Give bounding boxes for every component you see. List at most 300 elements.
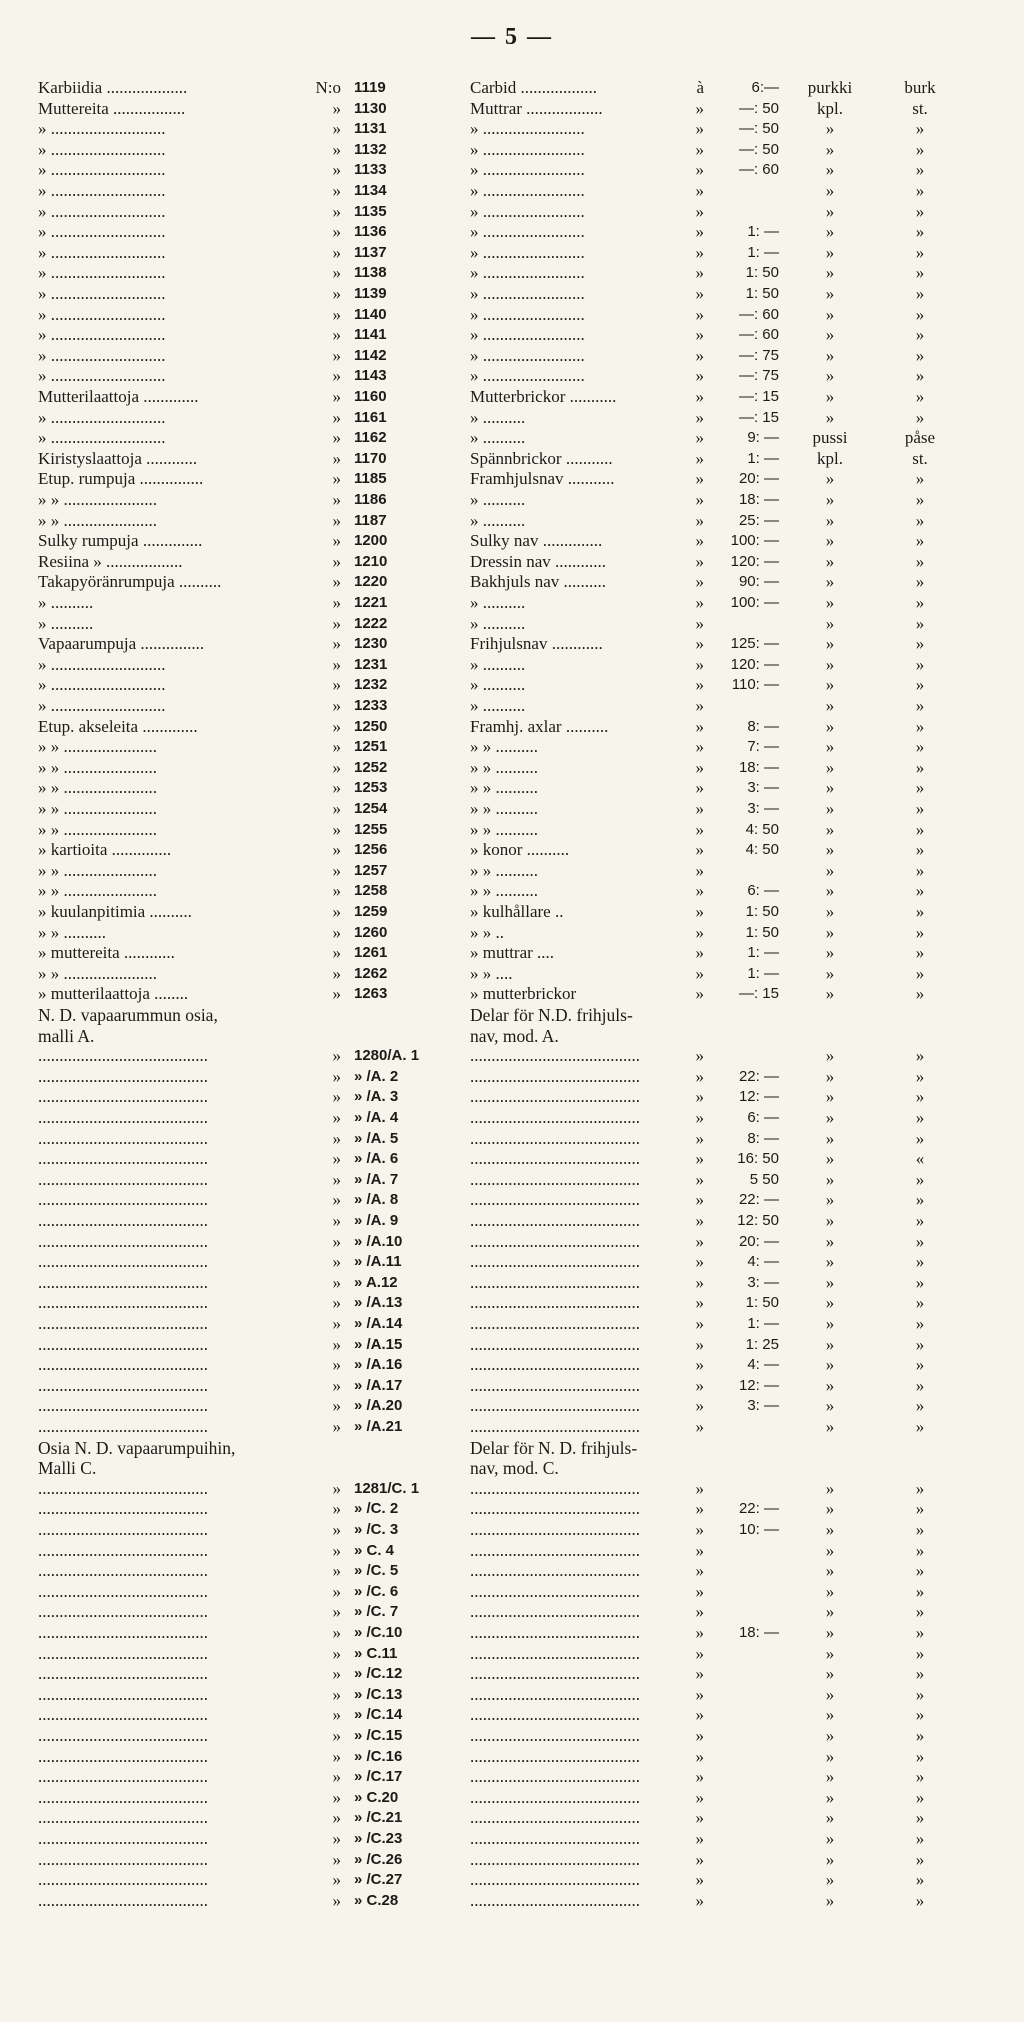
- unit-swedish: »: [915, 1581, 925, 1601]
- unit-swedish: »: [915, 1808, 925, 1828]
- swedish-description: ........................................: [470, 1561, 640, 1581]
- swedish-description: » » ..........: [470, 757, 538, 777]
- finnish-description: ........................................: [38, 1684, 208, 1704]
- swedish-ditto-mark: »: [695, 1046, 704, 1066]
- swedish-ditto-mark: »: [695, 799, 704, 818]
- finnish-ditto-mark: »: [332, 1581, 341, 1601]
- table-row: [0, 1170, 1024, 1191]
- swedish-ditto-mark: »: [695, 139, 704, 159]
- unit-swedish: »: [915, 160, 925, 180]
- part-number: 1281/C. 1: [354, 1479, 420, 1497]
- finnish-ditto-mark: »: [332, 448, 341, 468]
- finnish-ditto-mark: »: [332, 1334, 341, 1354]
- swedish-ditto-mark: »: [695, 696, 704, 715]
- finnish-ditto-mark: »: [332, 840, 341, 860]
- swedish-description: Sulky nav ..............: [470, 531, 603, 551]
- table-row: [0, 490, 1024, 511]
- finnish-ditto-mark: »: [332, 490, 341, 509]
- swedish-ditto-mark: »: [695, 263, 704, 283]
- part-number: » C.11: [354, 1644, 398, 1662]
- unit-swedish: »: [915, 757, 925, 777]
- unit-swedish: »: [915, 696, 925, 715]
- unit-finnish: »: [825, 1829, 835, 1848]
- unit-swedish: »: [915, 1375, 925, 1395]
- swedish-description: ........................................: [470, 1211, 640, 1230]
- finnish-ditto-mark: »: [332, 181, 341, 200]
- table-row: [0, 449, 1024, 470]
- swedish-description: » ........................: [470, 160, 585, 180]
- table-row: [0, 1376, 1024, 1397]
- price: 3: —: [747, 1397, 779, 1415]
- swedish-ditto-mark: »: [695, 1787, 704, 1807]
- price: 1: —: [747, 964, 779, 982]
- finnish-description: Osia N. D. vapaarumpuihin,: [38, 1437, 236, 1458]
- finnish-description: Vapaarumpuja ...............: [38, 634, 205, 654]
- finnish-description: » ...........................: [38, 304, 166, 324]
- swedish-ditto-mark: »: [695, 1684, 704, 1704]
- finnish-ditto-mark: »: [332, 160, 341, 180]
- unit-swedish: »: [915, 654, 925, 674]
- swedish-description: ........................................: [470, 1767, 640, 1787]
- swedish-description: ........................................: [470, 1890, 640, 1910]
- finnish-description: ........................................: [38, 1169, 208, 1189]
- table-row: [0, 160, 1024, 181]
- swedish-ditto-mark: »: [695, 1767, 704, 1787]
- finnish-description: ........................................: [38, 1602, 208, 1622]
- table-row: [0, 1788, 1024, 1809]
- unit-finnish: »: [825, 160, 835, 180]
- part-number: » C.28: [354, 1891, 399, 1909]
- swedish-ditto-mark: »: [695, 181, 704, 200]
- price: 1: 25: [745, 1335, 779, 1353]
- swedish-ditto-mark: »: [695, 1252, 704, 1272]
- unit-swedish: »: [915, 201, 925, 221]
- part-number: » /C.15: [354, 1727, 403, 1744]
- swedish-ditto-mark: »: [695, 1375, 704, 1395]
- unit-swedish: »: [915, 860, 925, 880]
- finnish-ditto-mark: »: [332, 1705, 341, 1725]
- finnish-ditto-mark: »: [332, 1870, 341, 1890]
- finnish-ditto-mark: »: [332, 1540, 341, 1560]
- unit-swedish: »: [915, 902, 925, 921]
- price: 125: —: [730, 635, 779, 653]
- swedish-description: ........................................: [470, 1149, 640, 1169]
- table-row: [0, 1396, 1024, 1417]
- finnish-ditto-mark: »: [332, 222, 341, 242]
- price: 18: —: [738, 1624, 779, 1641]
- unit-swedish: »: [915, 1726, 925, 1745]
- swedish-ditto-mark: »: [695, 325, 704, 345]
- price: 22: —: [738, 1500, 779, 1518]
- table-row: [0, 428, 1024, 449]
- finnish-description: » ...........................: [38, 160, 166, 180]
- unit-finnish: »: [825, 1149, 835, 1169]
- finnish-description: malli A.: [38, 1025, 95, 1046]
- swedish-description: ........................................: [470, 1169, 640, 1189]
- swedish-description: ........................................: [470, 1726, 640, 1745]
- unit-finnish: »: [825, 819, 835, 839]
- finnish-description: » ...........................: [38, 263, 166, 283]
- part-number: 1186: [354, 491, 387, 508]
- table-row: [0, 1293, 1024, 1314]
- unit-finnish: »: [825, 1293, 835, 1313]
- unit-swedish: »: [915, 1849, 925, 1869]
- swedish-description: » » ..: [470, 922, 504, 942]
- finnish-description: » ...........................: [38, 654, 166, 674]
- table-row: [0, 1808, 1024, 1829]
- finnish-ditto-mark: »: [332, 428, 341, 448]
- finnish-ditto-mark: »: [332, 387, 341, 406]
- part-number: 1142: [354, 346, 387, 364]
- finnish-description: ........................................: [38, 1252, 208, 1272]
- unit-swedish: »: [915, 593, 925, 612]
- swedish-description: » ..........: [470, 428, 526, 448]
- swedish-ditto-mark: »: [695, 119, 704, 139]
- finnish-ditto-mark: »: [332, 1355, 341, 1375]
- part-number: 1221: [354, 594, 388, 611]
- finnish-description: » ...........................: [38, 366, 166, 386]
- table-row: [0, 366, 1024, 387]
- unit-finnish: »: [825, 325, 835, 345]
- price: 7: —: [747, 738, 779, 756]
- unit-swedish: »: [915, 531, 925, 551]
- unit-finnish: »: [825, 1066, 835, 1086]
- swedish-description: ........................................: [470, 1190, 640, 1210]
- unit-finnish: »: [825, 675, 835, 695]
- part-number: » /A. 9: [354, 1212, 399, 1229]
- unit-finnish: »: [825, 387, 835, 406]
- price: —: 50: [738, 140, 779, 158]
- swedish-ditto-mark: »: [695, 1643, 704, 1663]
- unit-finnish: kpl.: [817, 98, 843, 118]
- finnish-ditto-mark: »: [332, 1169, 341, 1189]
- finnish-description: » ...........................: [38, 242, 166, 262]
- finnish-description: ........................................: [38, 1540, 208, 1560]
- unit-swedish: »: [915, 737, 925, 757]
- table-row: [0, 840, 1024, 861]
- price: 12: —: [738, 1088, 779, 1106]
- unit-finnish: »: [825, 1211, 835, 1230]
- swedish-ditto-mark: »: [695, 1829, 704, 1848]
- price: 4: —: [747, 1253, 779, 1271]
- unit-swedish: »: [915, 1767, 925, 1787]
- table-row: [0, 202, 1024, 223]
- unit-finnish: »: [825, 1684, 835, 1704]
- finnish-ditto-mark: »: [332, 943, 341, 963]
- unit-finnish: »: [825, 1520, 835, 1539]
- table-row: [0, 511, 1024, 532]
- swedish-description: ........................................: [470, 1602, 640, 1622]
- unit-finnish: »: [825, 1746, 835, 1766]
- finnish-ditto-mark: »: [332, 922, 341, 942]
- swedish-description: » ..........: [470, 675, 526, 695]
- swedish-description: ........................................: [470, 1314, 640, 1333]
- part-number: 1130: [354, 99, 387, 117]
- swedish-ditto-mark: »: [695, 1581, 704, 1601]
- unit-finnish: »: [825, 1581, 835, 1601]
- finnish-description: » ...........................: [38, 325, 166, 345]
- swedish-description: ........................................: [470, 1396, 640, 1416]
- finnish-ditto-mark: »: [332, 1375, 341, 1395]
- finnish-ditto-mark: »: [332, 1890, 341, 1910]
- unit-swedish: burk: [904, 78, 936, 97]
- table-row: [0, 1623, 1024, 1644]
- finnish-ditto-mark: »: [332, 1149, 341, 1169]
- table-row: [0, 1046, 1024, 1067]
- unit-swedish: »: [915, 1272, 925, 1292]
- unit-finnish: »: [825, 654, 835, 674]
- unit-finnish: »: [825, 840, 835, 860]
- part-number: 1260: [354, 923, 388, 941]
- unit-finnish: kpl.: [817, 448, 843, 468]
- table-row: [0, 1149, 1024, 1170]
- unit-finnish: »: [825, 860, 835, 880]
- swedish-ditto-mark: »: [695, 1190, 704, 1210]
- unit-finnish: »: [825, 1643, 835, 1663]
- table-row: [0, 861, 1024, 882]
- swedish-description: ........................................: [470, 1108, 640, 1127]
- swedish-description: » ........................: [470, 263, 585, 283]
- swedish-ditto-mark: »: [695, 345, 704, 365]
- swedish-ditto-mark: »: [695, 963, 704, 983]
- finnish-ditto-mark: »: [332, 1726, 341, 1745]
- unit-swedish: »: [915, 1478, 925, 1498]
- finnish-description: » ...........................: [38, 675, 166, 695]
- unit-swedish: »: [915, 1540, 925, 1560]
- swedish-description: ........................................: [470, 1499, 640, 1519]
- part-number: » /A. 8: [354, 1191, 399, 1209]
- finnish-ditto-mark: N:o: [315, 78, 341, 97]
- unit-swedish: »: [915, 1705, 925, 1725]
- unit-finnish: »: [825, 1561, 835, 1581]
- table-row: [0, 799, 1024, 820]
- price: —: 15: [738, 388, 779, 405]
- table-row: [0, 1767, 1024, 1788]
- unit-finnish: »: [825, 119, 835, 139]
- part-number: 1261: [354, 944, 388, 962]
- unit-swedish: »: [915, 119, 925, 139]
- unit-swedish: »: [915, 407, 925, 427]
- finnish-description: » ...........................: [38, 119, 166, 139]
- part-number: » /C.12: [354, 1665, 403, 1683]
- part-number: 1250: [354, 717, 388, 735]
- table-row: [0, 1850, 1024, 1871]
- unit-swedish: »: [915, 1643, 925, 1663]
- swedish-description: ........................................: [470, 1334, 640, 1354]
- price: 1: 50: [745, 903, 779, 920]
- table-row: [0, 1190, 1024, 1211]
- finnish-description: » » ......................: [38, 963, 157, 983]
- finnish-ditto-mark: »: [332, 984, 341, 1004]
- swedish-description: » konor ..........: [470, 840, 570, 860]
- finnish-description: ........................................: [38, 1829, 208, 1848]
- table-row: [0, 902, 1024, 923]
- unit-swedish: »: [915, 1623, 925, 1642]
- table-row: [0, 1829, 1024, 1850]
- unit-finnish: »: [825, 1314, 835, 1333]
- part-number: 1252: [354, 758, 388, 776]
- unit-finnish: »: [825, 1355, 835, 1375]
- finnish-description: » ...........................: [38, 181, 166, 200]
- swedish-ditto-mark: »: [695, 922, 704, 942]
- part-number: » /A.21: [354, 1418, 403, 1435]
- finnish-description: » ...........................: [38, 696, 166, 715]
- table-row: [0, 1747, 1024, 1768]
- swedish-ditto-mark: »: [695, 1808, 704, 1828]
- unit-swedish: »: [915, 1787, 925, 1807]
- part-number: » /C.21: [354, 1809, 403, 1827]
- finnish-description: » ...........................: [38, 139, 166, 159]
- finnish-description: ........................................: [38, 1211, 208, 1230]
- finnish-ditto-mark: »: [332, 1643, 341, 1663]
- unit-finnish: »: [825, 1169, 835, 1189]
- finnish-ditto-mark: »: [332, 345, 341, 365]
- part-number: » /A. 6: [354, 1150, 399, 1168]
- price: 9: —: [747, 429, 779, 447]
- unit-finnish: »: [825, 181, 835, 200]
- price: —: 15: [738, 985, 779, 1003]
- price: 4: 50: [745, 820, 779, 838]
- finnish-ditto-mark: »: [332, 1664, 341, 1684]
- section-heading-row: [0, 1458, 1024, 1479]
- swedish-description: ........................................: [470, 1252, 640, 1272]
- finnish-description: » » ......................: [38, 757, 157, 777]
- unit-finnish: »: [825, 1046, 835, 1066]
- swedish-ditto-mark: »: [695, 1108, 704, 1127]
- swedish-description: ........................................: [470, 1664, 640, 1684]
- unit-swedish: »: [915, 1066, 925, 1086]
- swedish-ditto-mark: »: [695, 448, 704, 468]
- unit-swedish: »: [915, 1046, 925, 1066]
- swedish-description: ........................................: [470, 1355, 640, 1375]
- table-row: [0, 675, 1024, 696]
- table-row: [0, 1314, 1024, 1335]
- unit-swedish: »: [915, 1293, 925, 1313]
- finnish-ditto-mark: »: [332, 778, 341, 798]
- finnish-description: ........................................: [38, 1664, 208, 1684]
- part-number: 1222: [354, 614, 388, 632]
- part-number: 1232: [354, 676, 388, 694]
- finnish-description: Karbiidia ...................: [38, 78, 188, 97]
- swedish-description: » ........................: [470, 325, 585, 345]
- unit-swedish: »: [915, 799, 925, 818]
- finnish-description: » » ......................: [38, 860, 157, 880]
- part-number: 1231: [354, 655, 388, 673]
- table-row: [0, 243, 1024, 264]
- finnish-description: ........................................: [38, 1705, 208, 1725]
- part-number: 1141: [354, 326, 387, 344]
- unit-finnish: »: [825, 1272, 835, 1292]
- swedish-ditto-mark: »: [695, 98, 704, 118]
- swedish-ditto-mark: »: [695, 531, 704, 551]
- unit-finnish: »: [825, 1870, 835, 1890]
- table-row: [0, 99, 1024, 120]
- unit-finnish: »: [825, 407, 835, 427]
- swedish-description: ........................................: [470, 1520, 640, 1539]
- swedish-description: ........................................: [470, 1231, 640, 1251]
- table-row: [0, 1726, 1024, 1747]
- unit-finnish: »: [825, 1849, 835, 1869]
- part-number: » /C.14: [354, 1706, 403, 1724]
- table-row: [0, 593, 1024, 614]
- finnish-description: ........................................: [38, 1581, 208, 1601]
- unit-swedish: »: [915, 366, 925, 386]
- part-number: » /C.23: [354, 1830, 403, 1847]
- finnish-ditto-mark: »: [332, 1190, 341, 1210]
- price: —: 60: [738, 305, 779, 323]
- finnish-description: ........................................: [38, 1046, 208, 1066]
- finnish-ditto-mark: »: [332, 139, 341, 159]
- finnish-ditto-mark: »: [332, 1849, 341, 1869]
- table-row: [0, 531, 1024, 552]
- swedish-ditto-mark: »: [695, 902, 704, 921]
- table-row: [0, 78, 1024, 99]
- swedish-ditto-mark: »: [695, 1334, 704, 1354]
- part-number: » /A.17: [354, 1376, 403, 1394]
- price: 18: —: [738, 758, 779, 776]
- finnish-description: ........................................: [38, 1849, 208, 1869]
- table-row: [0, 1870, 1024, 1891]
- finnish-description: » ...........................: [38, 345, 166, 365]
- table-row: [0, 1129, 1024, 1150]
- unit-swedish: »: [915, 634, 925, 654]
- unit-finnish: »: [825, 1087, 835, 1107]
- swedish-description: Dressin nav ............: [470, 551, 606, 571]
- price: 120: —: [730, 552, 779, 570]
- price: 3: —: [747, 800, 779, 817]
- table-row: [0, 1561, 1024, 1582]
- table-row: [0, 1541, 1024, 1562]
- unit-swedish: »: [915, 325, 925, 345]
- price: 3: —: [747, 1273, 779, 1291]
- finnish-description: » » ......................: [38, 510, 157, 530]
- finnish-description: ........................................: [38, 1478, 208, 1498]
- unit-swedish: »: [915, 1211, 925, 1230]
- table-row: [0, 923, 1024, 944]
- price: 1: —: [747, 944, 779, 962]
- swedish-description: Framhjulsnav ...........: [470, 469, 615, 489]
- table-row: [0, 964, 1024, 985]
- finnish-description: Malli C.: [38, 1458, 97, 1479]
- unit-swedish: «: [915, 1149, 925, 1169]
- swedish-ditto-mark: »: [695, 593, 704, 612]
- swedish-ditto-mark: »: [695, 1149, 704, 1169]
- unit-swedish: »: [915, 222, 925, 242]
- table-row: [0, 263, 1024, 284]
- price: —: 50: [738, 120, 779, 138]
- swedish-description: Framhj. axlar ..........: [470, 716, 609, 736]
- price: 20: —: [738, 1232, 779, 1250]
- swedish-ditto-mark: »: [695, 551, 704, 571]
- swedish-ditto-mark: »: [695, 1314, 704, 1333]
- unit-finnish: »: [825, 304, 835, 324]
- finnish-ditto-mark: »: [332, 263, 341, 283]
- swedish-ditto-mark: »: [695, 1231, 704, 1251]
- swedish-ditto-mark: »: [695, 1726, 704, 1745]
- unit-swedish: »: [915, 1890, 925, 1910]
- finnish-ditto-mark: »: [332, 716, 341, 736]
- swedish-description: » » ....: [470, 963, 513, 983]
- unit-finnish: pussi: [812, 428, 848, 448]
- price: 1: —: [747, 223, 779, 241]
- table-row: [0, 284, 1024, 305]
- part-number: 1133: [354, 161, 387, 179]
- table-row: [0, 119, 1024, 140]
- swedish-description: nav, mod. C.: [470, 1458, 559, 1479]
- price: 1: 50: [745, 1294, 779, 1312]
- finnish-ditto-mark: »: [332, 510, 341, 530]
- unit-swedish: »: [915, 840, 925, 860]
